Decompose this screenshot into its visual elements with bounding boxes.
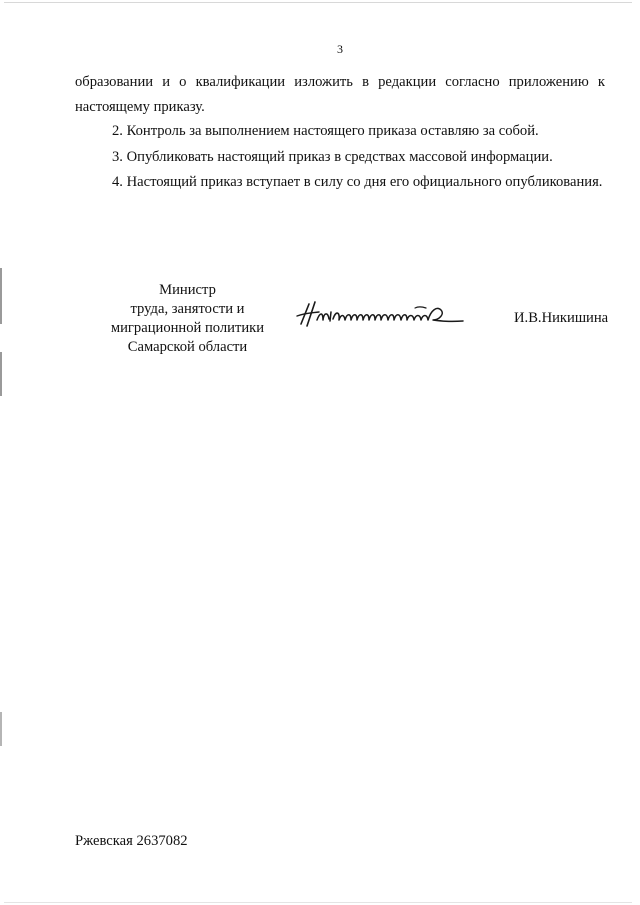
signer-position-line: Министр: [159, 282, 216, 298]
signer-name: И.В.Никишина: [514, 310, 609, 326]
scan-bottom-edge: [4, 902, 632, 903]
scan-edge-mark: [0, 352, 2, 396]
scan-top-edge: [4, 2, 632, 3]
handwritten-signature: [295, 296, 475, 332]
paragraph-publish-clause: 3. Опубликовать настоящий приказ в средствах массовой информации.: [112, 149, 553, 165]
paragraph-effective-clause: 4. Настоящий приказ вступает в силу со дня его официального опубликования.: [112, 174, 603, 190]
scan-edge-mark: [0, 712, 2, 746]
paragraph-continuation: образовании и о квалификации изложить в редакции согласно приложению к настоящему приказу.: [75, 74, 605, 115]
scan-edge-mark: [0, 268, 2, 324]
page-number: 3: [337, 42, 343, 56]
paragraph-control-clause: 2. Контроль за выполнением настоящего приказа оставляю за собой.: [112, 123, 539, 139]
signer-position-line: миграционной политики: [110, 320, 265, 336]
signer-position: [100, 281, 275, 357]
signer-position-line: Самарской области: [127, 339, 248, 355]
executor-contact: Ржевская 2637082: [75, 833, 188, 849]
signer-position-line: труда, занятости и: [130, 301, 245, 317]
